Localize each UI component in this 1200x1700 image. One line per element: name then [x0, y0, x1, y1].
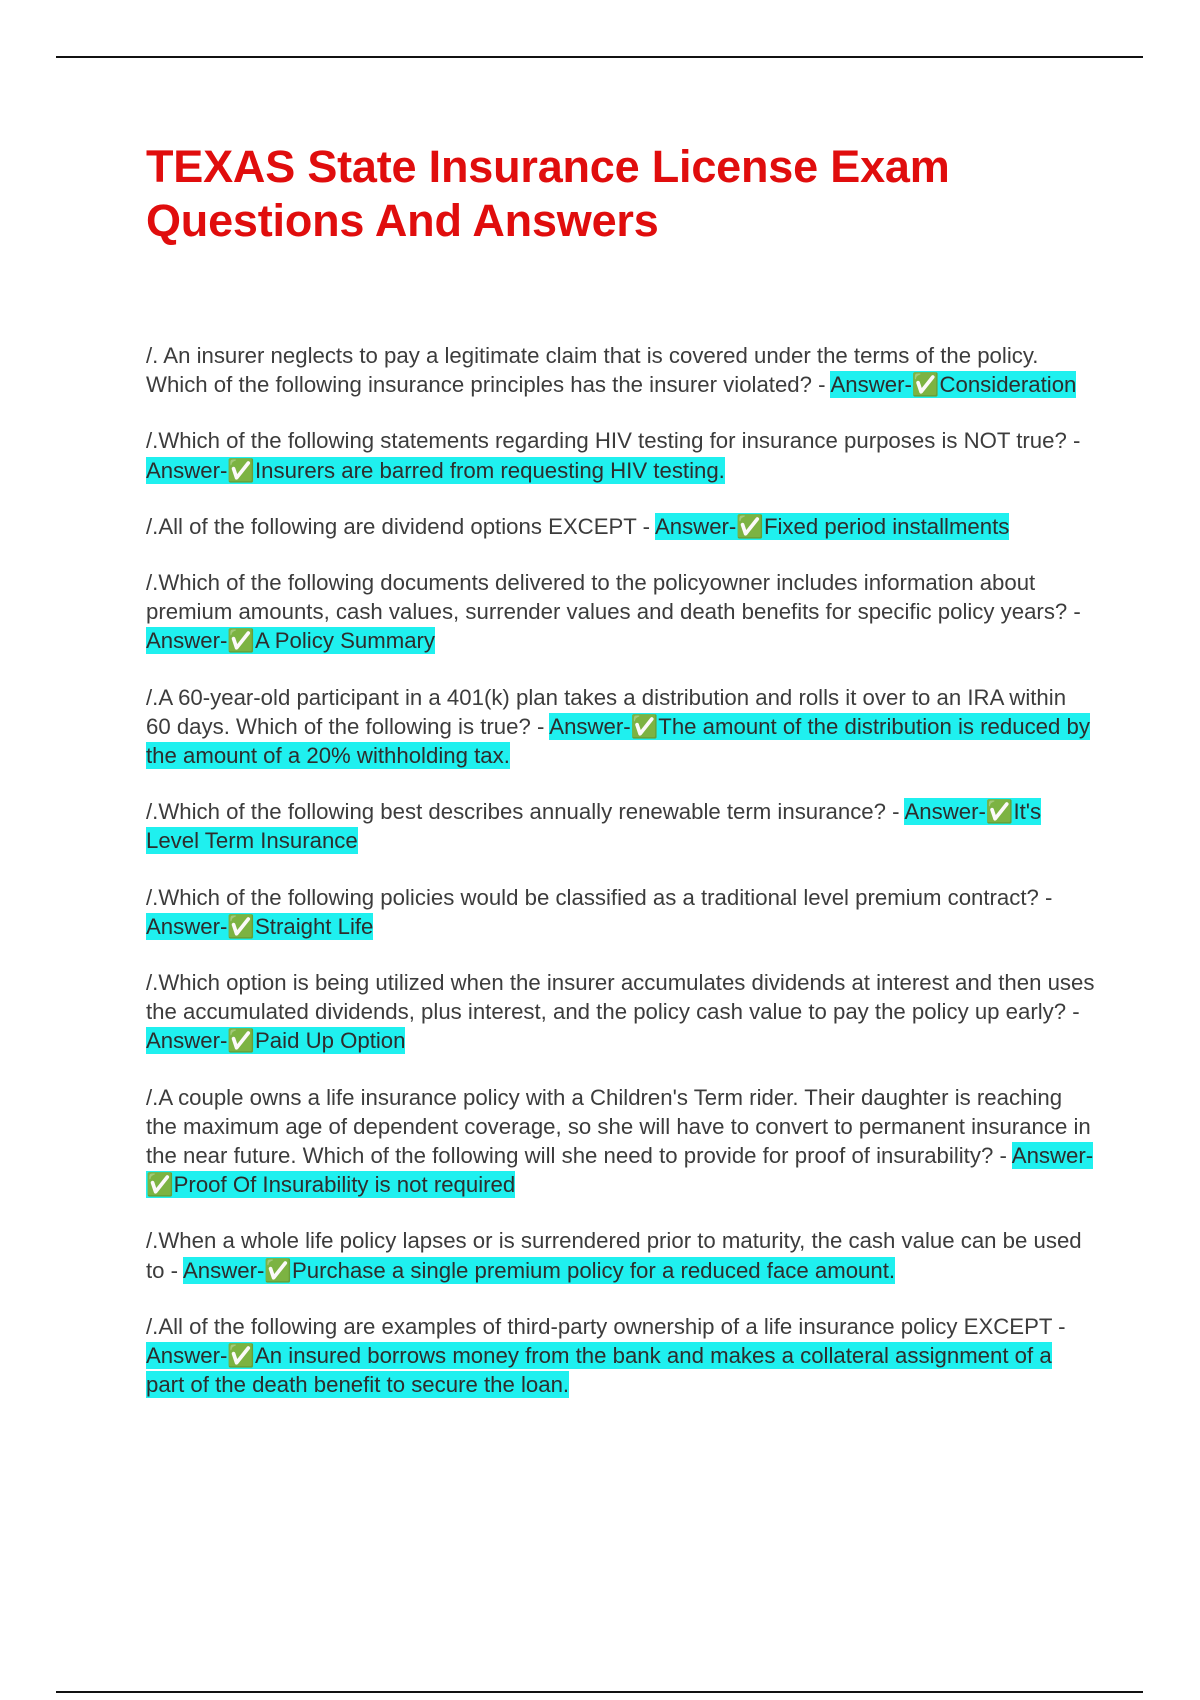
qa-item [146, 883, 1096, 941]
bottom-rule [56, 1691, 1143, 1693]
answer-highlight: Answer-✅A Policy Summary [146, 628, 436, 654]
answer-highlight: Answer-✅It's Level Term Insurance [146, 799, 1042, 854]
qa-item [146, 683, 1096, 771]
document-title: TEXAS State Insurance License Exam Questions And Answers [146, 141, 950, 246]
top-rule [56, 56, 1143, 58]
answer-highlight: Answer-✅Proof Of Insurability is not required [146, 1143, 1094, 1198]
qa-item [146, 568, 1096, 656]
qa-item [146, 426, 1096, 484]
question-text: /.All of the following are dividend options EXCEPT - [146, 513, 655, 539]
qa-list [146, 341, 1096, 1399]
qa-item [146, 1226, 1096, 1284]
qa-item [146, 797, 1096, 855]
qa-item [146, 1312, 1096, 1400]
answer-highlight: Answer-✅Consideration [830, 372, 1077, 398]
document-body [146, 140, 1096, 1426]
answer-highlight: Answer-✅Purchase a single premium policy for a reduced face amount. [183, 1257, 896, 1283]
question-text: /.When a whole life policy lapses or is surrendered prior to maturity, the cash value can be used to - [146, 1228, 1082, 1283]
question-text: /.Which of the following statements regarding HIV testing for insurance purposes is NOT true? - [146, 428, 1081, 454]
question-text: /.A couple owns a life insurance policy with a Children's Term rider. Their daughter is reaching the maximum age of dependent coverage, so she will have to convert to permanent insurance in the near future. Which of the following will she need to provide for proof of insurability? - [146, 1084, 1091, 1169]
qa-item [146, 1083, 1096, 1200]
question-text: /.Which option is being utilized when the insurer accumulates dividends at interest and then uses the accumulated dividends, plus interest, and the policy cash value to pay the policy up early? - [146, 970, 1095, 1025]
qa-item [146, 341, 1096, 399]
qa-item [146, 968, 1096, 1056]
answer-highlight: Answer-✅An insured borrows money from the bank and makes a collateral assignment of a part of the death benefit to secure the loan. [146, 1343, 1052, 1398]
question-text: /.A 60-year-old participant in a 401(k) plan takes a distribution and rolls it over to an IRA within 60 days. Which of the following is true? - [146, 684, 1067, 739]
answer-highlight: Answer-✅Straight Life [146, 913, 374, 939]
question-text: /.Which of the following policies would be classified as a traditional level premium contract? - [146, 884, 1053, 910]
answer-highlight: Answer-✅Paid Up Option [146, 1028, 406, 1054]
question-text: /.Which of the following best describes annually renewable term insurance? - [146, 799, 905, 825]
qa-item [146, 512, 1096, 541]
question-text: /.Which of the following documents delivered to the policyowner includes information about premium amounts, cash values, surrender values and death benefits for specific policy years? - [146, 570, 1081, 625]
answer-highlight: Answer-✅Insurers are barred from requesting HIV testing. [146, 457, 725, 483]
question-text: /. An insurer neglects to pay a legitimate claim that is covered under the terms of the policy. Which of the following insurance principles has the insurer violated? - [146, 343, 1039, 398]
answer-highlight: Answer-✅The amount of the distribution is reduced by the amount of a 20% withholding tax. [146, 713, 1090, 769]
question-text: /.All of the following are examples of third-party ownership of a life insurance policy EXCEPT - [146, 1313, 1066, 1339]
answer-highlight: Answer-✅Fixed period installments [654, 513, 1010, 539]
